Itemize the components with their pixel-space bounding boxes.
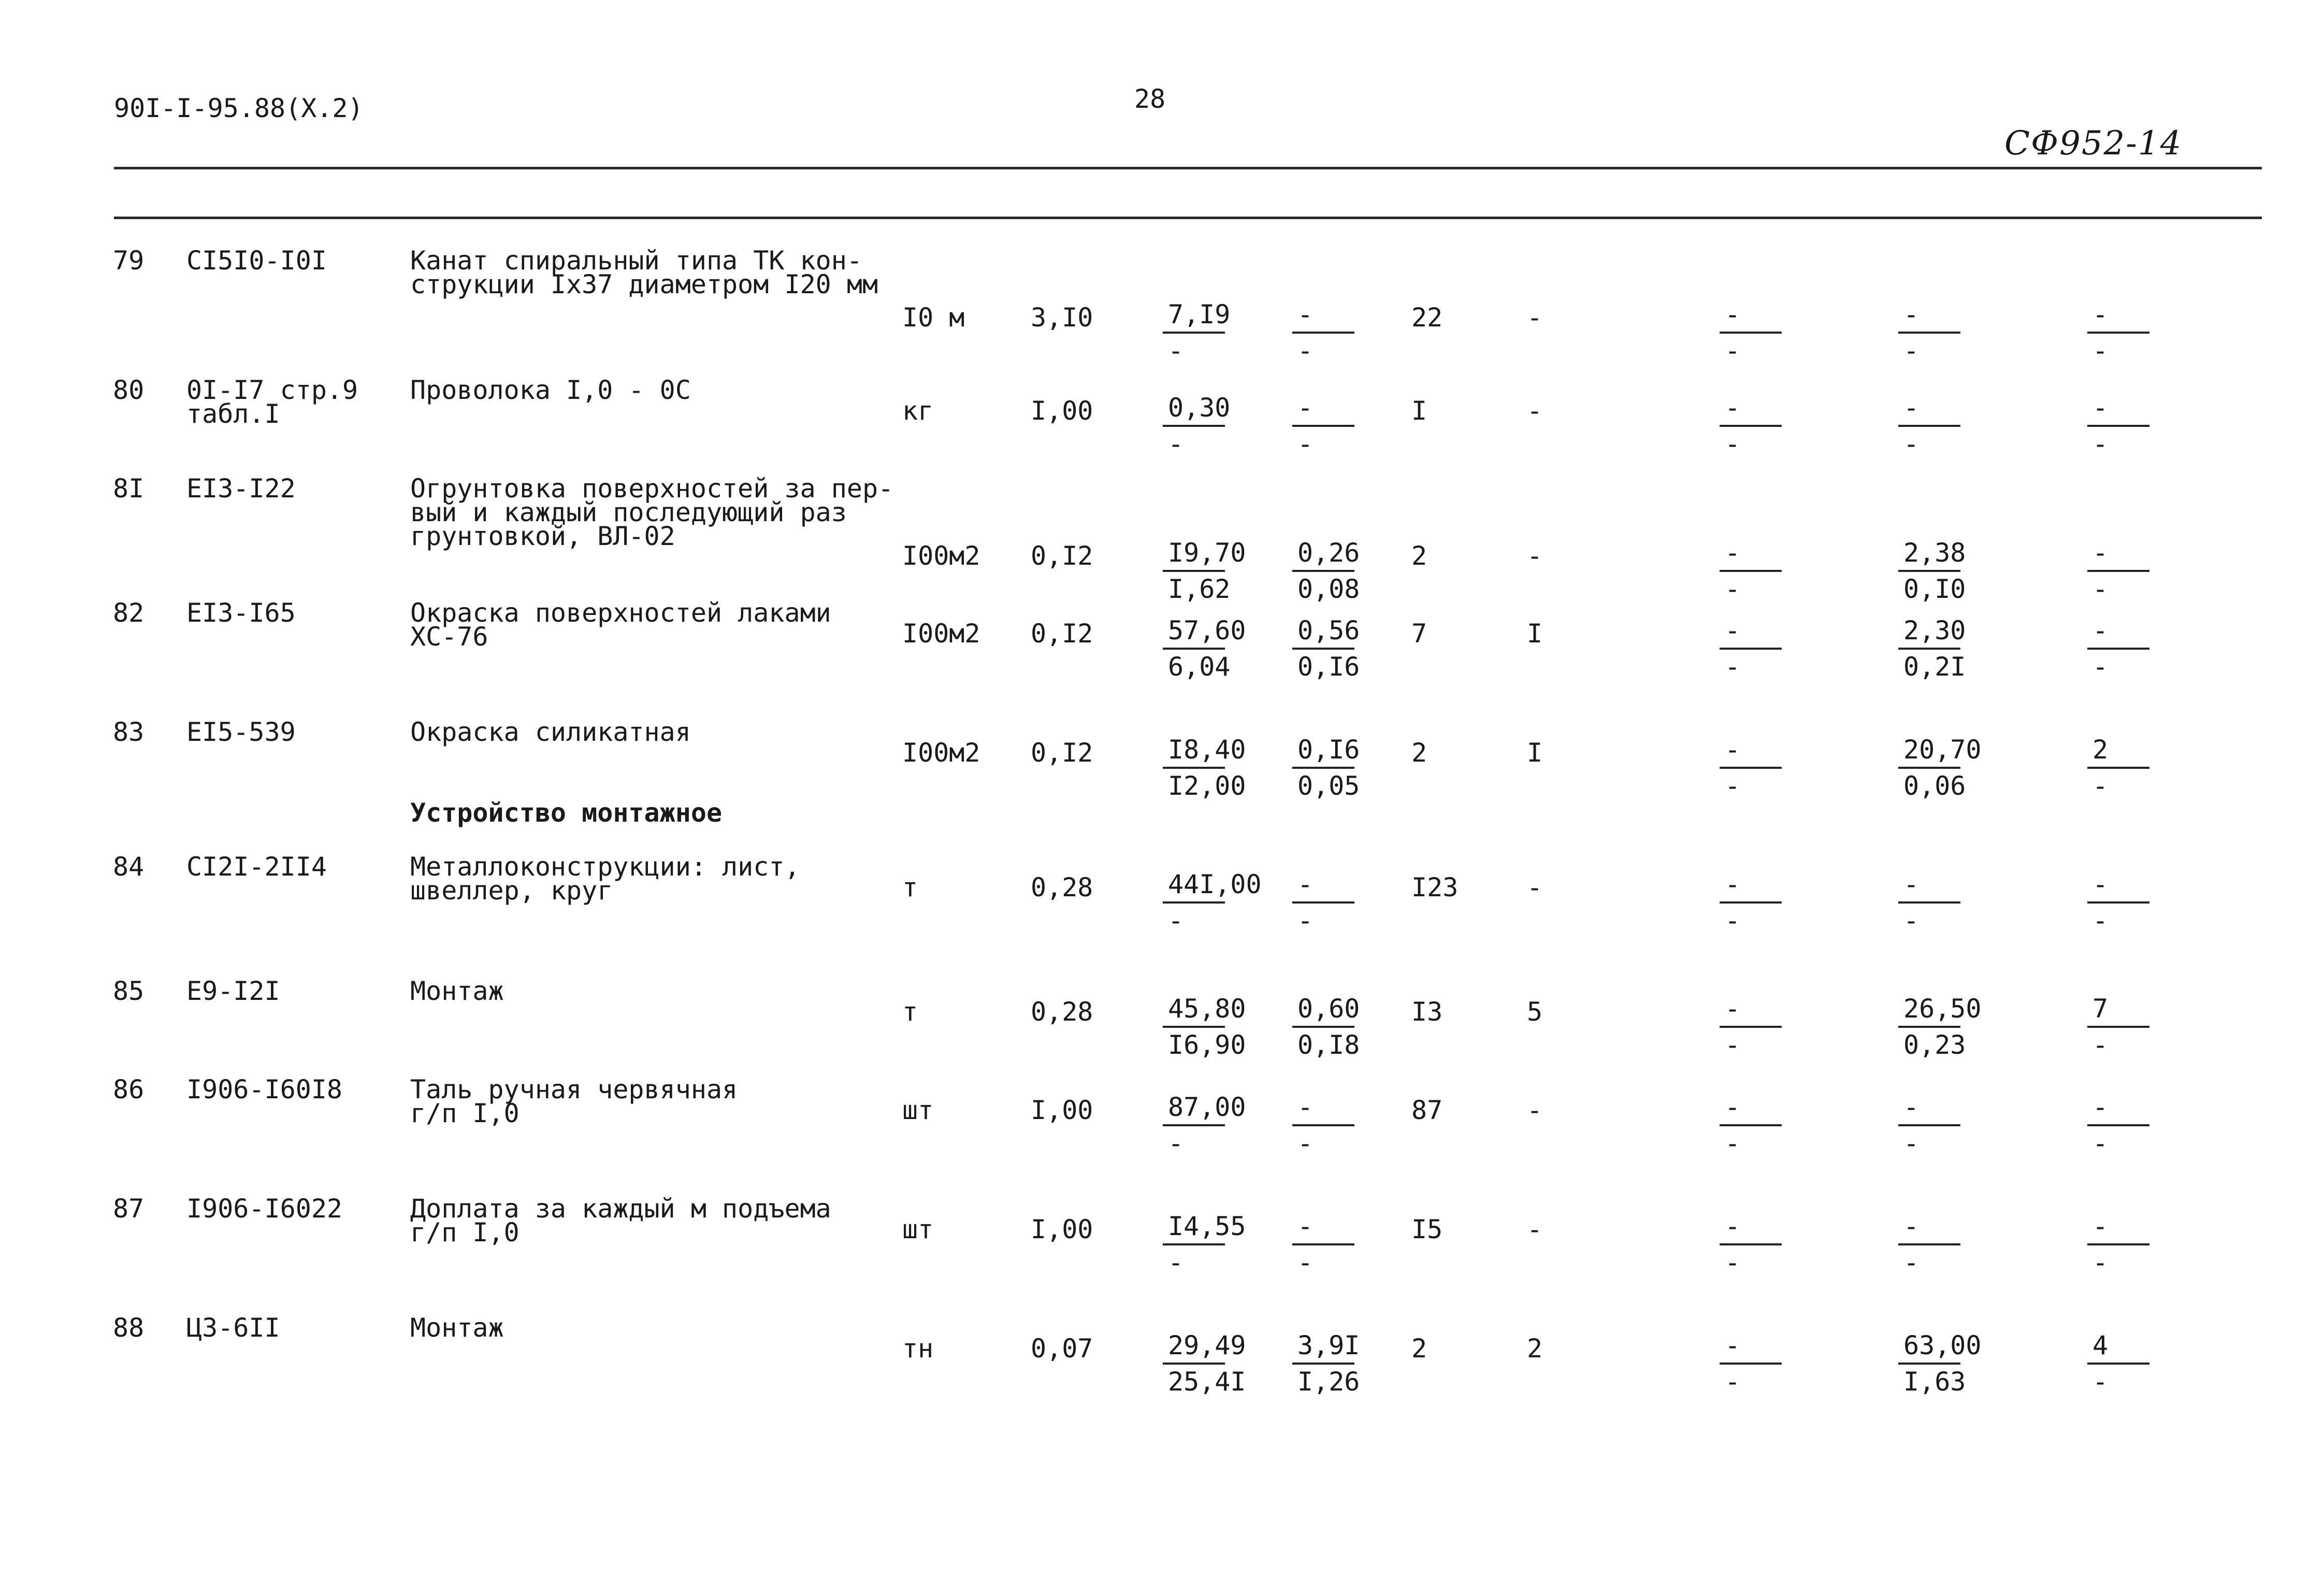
- cost-fraction-numerator: 0,30: [1168, 393, 1231, 423]
- unit: I00м2: [902, 541, 980, 571]
- value-1: I: [1411, 396, 1427, 426]
- extra-fraction: [1720, 736, 1797, 800]
- work-description: Доплата за каждый м подъема г/п I,0: [410, 1194, 831, 1248]
- quantity: 0,I2: [1031, 619, 1093, 649]
- cost-fraction: [1163, 1330, 1246, 1397]
- labor-fraction: [1898, 1330, 1982, 1397]
- labor-fraction-numerator: 26,50: [1903, 994, 1982, 1024]
- norm-code: EI5-539: [186, 717, 296, 747]
- cost-fraction: [1163, 394, 1240, 458]
- wage-fraction-bar: [1292, 1363, 1354, 1365]
- cost-fraction-numerator: I4,55: [1168, 1211, 1246, 1241]
- wage-fraction-denominator: 0,I8: [1297, 1030, 1360, 1060]
- norm-code: ЦЗ-6II: [186, 1313, 280, 1343]
- extra-fraction-bar: [1720, 1026, 1782, 1028]
- quantity: 0,28: [1031, 997, 1093, 1027]
- second-rule: [114, 217, 2262, 219]
- value-2: -: [1527, 1095, 1543, 1125]
- unit: шт: [902, 1214, 934, 1244]
- extra-fraction-numerator: -: [1725, 393, 1741, 423]
- extra-fraction-numerator: -: [1725, 1092, 1741, 1122]
- row-number: 83: [113, 717, 145, 747]
- mech-fraction-numerator: -: [2092, 393, 2109, 423]
- extra-fraction-denominator: -: [1725, 1248, 1741, 1278]
- mech-fraction-bar: [2087, 570, 2149, 572]
- row-number: 88: [113, 1313, 145, 1343]
- mech-fraction-denominator: -: [2092, 652, 2109, 682]
- mech-fraction: [2087, 736, 2165, 800]
- row-number: 80: [113, 375, 145, 405]
- wage-fraction: [1292, 300, 1370, 365]
- labor-fraction-denominator: -: [1903, 906, 1919, 936]
- value-2: 2: [1527, 1334, 1543, 1364]
- mech-fraction-denominator: -: [2092, 336, 2109, 366]
- cost-fraction-bar: [1163, 332, 1225, 334]
- work-description: Окраска поверхностей лаками ХС-76: [410, 598, 831, 652]
- cost-fraction-bar: [1163, 570, 1225, 572]
- unit: т: [902, 997, 918, 1027]
- mech-fraction-denominator: -: [2092, 1367, 2109, 1397]
- wage-fraction-numerator: 0,60: [1297, 994, 1360, 1024]
- labor-fraction-numerator: -: [1903, 1092, 1919, 1122]
- extra-fraction-numerator: -: [1725, 735, 1741, 765]
- cost-fraction-bar: [1163, 767, 1225, 769]
- cost-fraction-bar: [1163, 1124, 1225, 1126]
- mech-fraction-denominator: -: [2092, 1128, 2109, 1158]
- unit: кг: [902, 396, 934, 426]
- mech-fraction-bar: [2087, 901, 2149, 904]
- wage-fraction-numerator: 0,56: [1297, 615, 1360, 646]
- extra-fraction-denominator: -: [1725, 1128, 1741, 1158]
- value-1: I3: [1411, 997, 1443, 1027]
- unit: I00м2: [902, 738, 980, 768]
- mech-fraction: [2087, 1093, 2165, 1157]
- extra-fraction-denominator: -: [1725, 336, 1741, 366]
- quantity: I,00: [1031, 396, 1093, 426]
- extra-fraction-denominator: -: [1725, 1030, 1741, 1060]
- extra-fraction-numerator: -: [1725, 1330, 1741, 1360]
- cost-fraction: [1163, 300, 1240, 365]
- value-2: -: [1527, 303, 1543, 333]
- wage-fraction-denominator: 0,08: [1297, 574, 1360, 604]
- cost-fraction-bar: [1163, 425, 1225, 427]
- wage-fraction-numerator: -: [1297, 1211, 1313, 1241]
- labor-fraction-bar: [1898, 1026, 1960, 1028]
- cost-fraction-numerator: 57,60: [1168, 615, 1246, 646]
- value-1: 2: [1411, 1334, 1427, 1364]
- quantity: 0,07: [1031, 1334, 1093, 1364]
- wage-fraction-bar: [1292, 767, 1354, 769]
- labor-fraction: [1898, 394, 1976, 458]
- wage-fraction-numerator: -: [1297, 1092, 1313, 1122]
- extra-fraction-bar: [1720, 425, 1782, 427]
- extra-fraction: [1720, 995, 1797, 1059]
- labor-fraction-bar: [1898, 648, 1960, 650]
- labor-fraction-denominator: -: [1903, 429, 1919, 459]
- cost-fraction-numerator: 29,49: [1168, 1330, 1246, 1360]
- archive-stamp: СФ952-14: [2004, 124, 2183, 163]
- labor-fraction-bar: [1898, 1243, 1960, 1245]
- estimate-table: [0, 228, 2324, 1404]
- cost-fraction-denominator: 6,04: [1168, 652, 1231, 682]
- mech-fraction-denominator: -: [2092, 429, 2109, 459]
- wage-fraction: [1292, 394, 1370, 458]
- extra-fraction-denominator: -: [1725, 771, 1741, 801]
- labor-fraction-numerator: 20,70: [1903, 735, 1982, 765]
- work-description: Таль ручная червячная г/п I,0: [410, 1074, 738, 1128]
- wage-fraction-numerator: -: [1297, 299, 1313, 329]
- table-row: [0, 1176, 2324, 1295]
- extra-fraction-bar: [1720, 901, 1782, 904]
- unit: т: [902, 872, 918, 902]
- extra-fraction-numerator: -: [1725, 299, 1741, 329]
- unit: шт: [902, 1095, 934, 1125]
- labor-fraction: [1898, 617, 1976, 681]
- labor-fraction: [1898, 735, 1982, 801]
- value-1: 22: [1411, 303, 1443, 333]
- wage-fraction: [1292, 1212, 1370, 1277]
- mech-fraction: [2087, 870, 2165, 935]
- table-row: [0, 456, 2324, 604]
- mech-fraction-numerator: -: [2092, 538, 2109, 568]
- extra-fraction-bar: [1720, 332, 1782, 334]
- unit: I0 м: [902, 303, 965, 333]
- extra-fraction-numerator: -: [1725, 869, 1741, 899]
- cost-fraction-bar: [1163, 1026, 1225, 1028]
- wage-fraction-denominator: -: [1297, 429, 1313, 459]
- wage-fraction-denominator: -: [1297, 906, 1313, 936]
- value-1: 2: [1411, 541, 1427, 571]
- labor-fraction-bar: [1898, 1363, 1960, 1365]
- mech-fraction-bar: [2087, 648, 2149, 650]
- labor-fraction-numerator: -: [1903, 1211, 1919, 1241]
- mech-fraction-denominator: -: [2092, 906, 2109, 936]
- value-2: -: [1527, 1214, 1543, 1244]
- cost-fraction-bar: [1163, 901, 1225, 904]
- mech-fraction-bar: [2087, 332, 2149, 334]
- quantity: 0,I2: [1031, 738, 1093, 768]
- mech-fraction-denominator: -: [2092, 1248, 2109, 1278]
- cost-fraction-denominator: -: [1168, 906, 1184, 936]
- labor-fraction-bar: [1898, 425, 1960, 427]
- cost-fraction-denominator: I2,00: [1168, 771, 1246, 801]
- wage-fraction-denominator: -: [1297, 1128, 1313, 1158]
- cost-fraction-numerator: 45,80: [1168, 994, 1246, 1024]
- extra-fraction-denominator: -: [1725, 652, 1741, 682]
- mech-fraction-numerator: -: [2092, 615, 2109, 646]
- labor-fraction-numerator: 2,38: [1903, 538, 1966, 568]
- labor-fraction-bar: [1898, 767, 1960, 769]
- row-number: 85: [113, 976, 145, 1006]
- table-row: [0, 357, 2324, 459]
- extra-fraction-bar: [1720, 1363, 1782, 1365]
- norm-code: 0I-I7 стр.9 табл.I: [186, 375, 358, 429]
- value-2: -: [1527, 541, 1543, 571]
- extra-fraction: [1720, 300, 1797, 365]
- labor-fraction-numerator: 2,30: [1903, 615, 1966, 646]
- wage-fraction-denominator: 0,I6: [1297, 652, 1360, 682]
- wage-fraction-bar: [1292, 425, 1354, 427]
- cost-fraction-denominator: 25,4I: [1168, 1367, 1246, 1397]
- work-description: Металлоконструкции: лист, швеллер, круг: [410, 852, 800, 906]
- labor-fraction: [1898, 1212, 1976, 1277]
- row-number: 84: [113, 852, 145, 882]
- extra-fraction-denominator: -: [1725, 574, 1741, 604]
- labor-fraction-bar: [1898, 1124, 1960, 1126]
- wage-fraction-numerator: 0,I6: [1297, 735, 1360, 765]
- cost-fraction-numerator: I9,70: [1168, 538, 1246, 568]
- wage-fraction: [1292, 1093, 1370, 1157]
- mech-fraction-denominator: -: [2092, 1030, 2109, 1060]
- cost-fraction: [1163, 735, 1246, 801]
- cost-fraction: [1163, 994, 1246, 1060]
- norm-code: CI5I0-I0I: [186, 246, 327, 276]
- extra-fraction: [1720, 1331, 1797, 1396]
- labor-fraction-denominator: 0,23: [1903, 1030, 1966, 1060]
- value-2: I: [1527, 619, 1543, 649]
- norm-code: I906-I6022: [186, 1194, 343, 1224]
- value-1: I23: [1411, 872, 1459, 902]
- wage-fraction: [1292, 1331, 1370, 1396]
- quantity: 3,I0: [1031, 303, 1093, 333]
- cost-fraction-bar: [1163, 1363, 1225, 1365]
- extra-fraction-numerator: -: [1725, 994, 1741, 1024]
- cost-fraction: [1163, 1092, 1246, 1158]
- section-heading: [0, 793, 2324, 834]
- work-description: Окраска силикатная: [410, 717, 691, 747]
- wage-fraction-numerator: -: [1297, 869, 1313, 899]
- unit: I00м2: [902, 619, 980, 649]
- value-2: 5: [1527, 997, 1543, 1027]
- wage-fraction-denominator: 0,05: [1297, 771, 1360, 801]
- cost-fraction: [1163, 869, 1262, 936]
- cost-fraction-bar: [1163, 1243, 1225, 1245]
- cost-fraction-numerator: I8,40: [1168, 735, 1246, 765]
- wage-fraction-numerator: 3,9I: [1297, 1330, 1360, 1360]
- table-row: [0, 699, 2324, 801]
- extra-fraction-denominator: -: [1725, 906, 1741, 936]
- value-2: -: [1527, 872, 1543, 902]
- wage-fraction: [1292, 736, 1370, 800]
- mech-fraction: [2087, 617, 2165, 681]
- cost-fraction: [1163, 1211, 1246, 1278]
- extra-fraction-bar: [1720, 648, 1782, 650]
- work-description: Канат спиральный типа ТК кон- струкции Iх37 диаметром I20 мм: [410, 246, 878, 299]
- row-number: 8I: [113, 474, 145, 504]
- table-row: [0, 834, 2324, 958]
- wage-fraction-bar: [1292, 570, 1354, 572]
- mech-fraction-bar: [2087, 1026, 2149, 1028]
- labor-fraction-numerator: 63,00: [1903, 1330, 1982, 1360]
- wage-fraction: [1292, 617, 1370, 681]
- labor-fraction-denominator: I,63: [1903, 1367, 1966, 1397]
- extra-fraction: [1720, 870, 1797, 935]
- extra-fraction-numerator: -: [1725, 538, 1741, 568]
- cost-fraction-denominator: I,62: [1168, 574, 1231, 604]
- work-description: Монтаж: [410, 1313, 504, 1343]
- row-number: 87: [113, 1194, 145, 1224]
- extra-fraction-bar: [1720, 1124, 1782, 1126]
- extra-fraction-numerator: -: [1725, 615, 1741, 646]
- labor-fraction-numerator: -: [1903, 869, 1919, 899]
- work-description: Монтаж: [410, 976, 504, 1006]
- wage-fraction-denominator: -: [1297, 336, 1313, 366]
- wage-fraction: [1292, 995, 1370, 1059]
- extra-fraction: [1720, 617, 1797, 681]
- cost-fraction-denominator: -: [1168, 1128, 1184, 1158]
- extra-fraction-bar: [1720, 1243, 1782, 1245]
- table-row: [0, 1057, 2324, 1176]
- section-title: Устройство монтажное: [410, 798, 723, 828]
- value-1: I5: [1411, 1214, 1443, 1244]
- labor-fraction-denominator: 0,06: [1903, 771, 1966, 801]
- extra-fraction-denominator: -: [1725, 1367, 1741, 1397]
- quantity: I,00: [1031, 1095, 1093, 1125]
- norm-code: EI3-I22: [186, 474, 296, 504]
- cost-fraction-bar: [1163, 648, 1225, 650]
- norm-code: CI2I-2II4: [186, 852, 327, 882]
- value-1: 7: [1411, 619, 1427, 649]
- wage-fraction-numerator: 0,26: [1297, 538, 1360, 568]
- quantity: 0,28: [1031, 872, 1093, 902]
- cost-fraction-denominator: -: [1168, 1248, 1184, 1278]
- mech-fraction-denominator: -: [2092, 574, 2109, 604]
- extra-fraction: [1720, 1093, 1797, 1157]
- labor-fraction: [1898, 300, 1976, 365]
- mech-fraction: [2087, 1212, 2165, 1277]
- table-row: [0, 958, 2324, 1060]
- top-rule: [114, 167, 2262, 169]
- doc-code: 90I-I-95.88(X.2): [114, 93, 364, 123]
- mech-fraction-numerator: 7: [2092, 994, 2109, 1024]
- cost-fraction: [1163, 615, 1246, 682]
- table-row: [0, 1295, 2324, 1404]
- mech-fraction-numerator: -: [2092, 869, 2109, 899]
- work-description: Проволока I,0 - 0С: [410, 375, 691, 405]
- extra-fraction-bar: [1720, 767, 1782, 769]
- mech-fraction-numerator: 4: [2092, 1330, 2109, 1360]
- mech-fraction-bar: [2087, 767, 2149, 769]
- mech-fraction-numerator: -: [2092, 1211, 2109, 1241]
- cost-fraction-denominator: -: [1168, 429, 1184, 459]
- mech-fraction-denominator: -: [2092, 771, 2109, 801]
- row-number: 82: [113, 598, 145, 628]
- labor-fraction-denominator: 0,I0: [1903, 574, 1966, 604]
- quantity: 0,I2: [1031, 541, 1093, 571]
- wage-fraction-bar: [1292, 1026, 1354, 1028]
- row-number: 79: [113, 246, 145, 276]
- extra-fraction: [1720, 1212, 1797, 1277]
- wage-fraction-numerator: -: [1297, 393, 1313, 423]
- mech-fraction-bar: [2087, 425, 2149, 427]
- mech-fraction-bar: [2087, 1243, 2149, 1245]
- wage-fraction-bar: [1292, 1243, 1354, 1245]
- labor-fraction: [1898, 1093, 1976, 1157]
- mech-fraction: [2087, 1331, 2165, 1396]
- norm-code: E9-I2I: [186, 976, 280, 1006]
- wage-fraction-bar: [1292, 648, 1354, 650]
- wage-fraction-bar: [1292, 1124, 1354, 1126]
- mech-fraction-numerator: 2: [2092, 735, 2109, 765]
- wage-fraction-bar: [1292, 901, 1354, 904]
- mech-fraction: [2087, 300, 2165, 365]
- row-number: 86: [113, 1074, 145, 1105]
- labor-fraction-denominator: 0,2I: [1903, 652, 1966, 682]
- wage-fraction-denominator: -: [1297, 1248, 1313, 1278]
- mech-fraction: [2087, 394, 2165, 458]
- mech-fraction-numerator: -: [2092, 299, 2109, 329]
- table-row: [0, 228, 2324, 366]
- wage-fraction-denominator: I,26: [1297, 1367, 1360, 1397]
- labor-fraction-denominator: -: [1903, 336, 1919, 366]
- cost-fraction-denominator: I6,90: [1168, 1030, 1246, 1060]
- page-number: 28: [1134, 84, 1166, 114]
- cost-fraction-numerator: 7,I9: [1168, 299, 1231, 329]
- cost-fraction-numerator: 87,00: [1168, 1092, 1246, 1122]
- table-row: [0, 580, 2324, 699]
- norm-code: I906-I60I8: [186, 1074, 343, 1105]
- labor-fraction-denominator: -: [1903, 1128, 1919, 1158]
- value-1: 87: [1411, 1095, 1443, 1125]
- mech-fraction-bar: [2087, 1363, 2149, 1365]
- value-2: -: [1527, 396, 1543, 426]
- labor-fraction-numerator: -: [1903, 299, 1919, 329]
- labor-fraction: [1898, 994, 1982, 1060]
- mech-fraction: [2087, 995, 2165, 1059]
- quantity: I,00: [1031, 1214, 1093, 1244]
- extra-fraction-denominator: -: [1725, 429, 1741, 459]
- extra-fraction: [1720, 394, 1797, 458]
- value-1: 2: [1411, 738, 1427, 768]
- value-2: I: [1527, 738, 1543, 768]
- labor-fraction-numerator: -: [1903, 393, 1919, 423]
- cost-fraction-numerator: 44I,00: [1168, 869, 1262, 899]
- wage-fraction-bar: [1292, 332, 1354, 334]
- work-description: Огрунтовка поверхностей за пер- вый и каждый последующий раз грунтовкой, ВЛ-02: [410, 474, 894, 551]
- labor-fraction: [1898, 870, 1976, 935]
- extra-fraction-numerator: -: [1725, 1211, 1741, 1241]
- unit: тн: [902, 1334, 934, 1364]
- mech-fraction-numerator: -: [2092, 1092, 2109, 1122]
- wage-fraction: [1292, 870, 1370, 935]
- extra-fraction-bar: [1720, 570, 1782, 572]
- norm-code: EI3-I65: [186, 598, 296, 628]
- cost-fraction-denominator: -: [1168, 336, 1184, 366]
- labor-fraction-bar: [1898, 570, 1960, 572]
- mech-fraction-bar: [2087, 1124, 2149, 1126]
- labor-fraction-bar: [1898, 901, 1960, 904]
- labor-fraction-bar: [1898, 332, 1960, 334]
- labor-fraction-denominator: -: [1903, 1248, 1919, 1278]
